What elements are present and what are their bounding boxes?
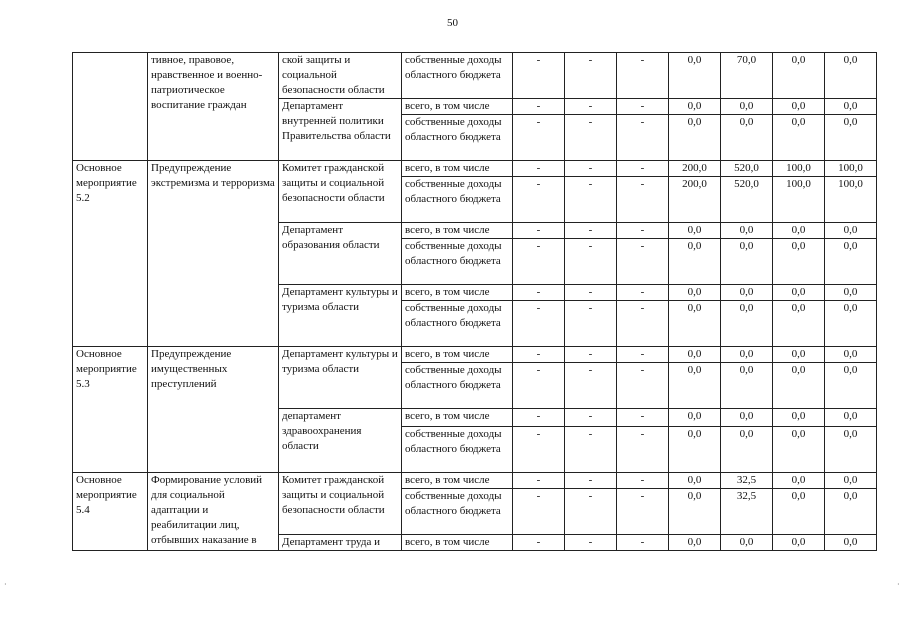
- value-cell: -: [617, 161, 669, 177]
- value-cell: -: [617, 239, 669, 285]
- value-cell: 0,0: [773, 239, 825, 285]
- value-cell: -: [513, 99, 565, 115]
- value-cell: -: [513, 301, 565, 347]
- event-cell: Основное мероприятие 5.3: [73, 347, 148, 473]
- value-cell: 520,0: [721, 177, 773, 223]
- value-cell: 0,0: [773, 535, 825, 551]
- value-cell: 0,0: [825, 301, 877, 347]
- value-cell: 32,5: [721, 489, 773, 535]
- value-cell: -: [513, 161, 565, 177]
- value-cell: -: [617, 427, 669, 473]
- value-cell: 0,0: [721, 301, 773, 347]
- value-cell: 32,5: [721, 473, 773, 489]
- value-cell: 0,0: [669, 285, 721, 301]
- value-cell: -: [617, 409, 669, 427]
- value-cell: 200,0: [669, 177, 721, 223]
- table-row: [73, 347, 877, 363]
- value-cell: -: [513, 239, 565, 285]
- source-cell: всего, в том числе: [402, 99, 513, 115]
- value-cell: -: [513, 115, 565, 161]
- value-cell: -: [513, 409, 565, 427]
- value-cell: -: [565, 427, 617, 473]
- value-cell: 0,0: [825, 427, 877, 473]
- value-cell: -: [513, 535, 565, 551]
- value-cell: 0,0: [825, 535, 877, 551]
- value-cell: -: [565, 489, 617, 535]
- value-cell: 0,0: [773, 223, 825, 239]
- value-cell: -: [565, 347, 617, 363]
- value-cell: 0,0: [773, 99, 825, 115]
- value-cell: 0,0: [721, 239, 773, 285]
- source-cell: всего, в том числе: [402, 535, 513, 551]
- scan-mark-right: ·: [897, 580, 900, 589]
- value-cell: 0,0: [721, 347, 773, 363]
- source-cell: всего, в том числе: [402, 161, 513, 177]
- executor-cell: департамент здравоохранения области: [279, 409, 402, 473]
- executor-cell: Департамент культуры и туризма области: [279, 347, 402, 409]
- value-cell: -: [513, 363, 565, 409]
- event-title-cell: Предупреждение имущественных преступлений: [148, 347, 279, 473]
- event-title-cell: тивное, правовое, нравственное и военно-патриотическое воспитание граждан: [148, 53, 279, 161]
- value-cell: -: [617, 285, 669, 301]
- budget-table: [72, 52, 877, 551]
- value-cell: -: [565, 239, 617, 285]
- value-cell: 0,0: [825, 409, 877, 427]
- value-cell: -: [565, 53, 617, 99]
- value-cell: 0,0: [773, 427, 825, 473]
- value-cell: 0,0: [669, 301, 721, 347]
- value-cell: 0,0: [773, 489, 825, 535]
- executor-cell: Департамент труда и: [279, 535, 402, 551]
- value-cell: -: [565, 409, 617, 427]
- value-cell: 0,0: [669, 473, 721, 489]
- value-cell: -: [617, 301, 669, 347]
- value-cell: -: [565, 99, 617, 115]
- source-cell: всего, в том числе: [402, 409, 513, 427]
- value-cell: -: [565, 285, 617, 301]
- scan-mark-left: ·: [4, 580, 7, 589]
- value-cell: -: [565, 535, 617, 551]
- value-cell: -: [513, 285, 565, 301]
- value-cell: 100,0: [773, 161, 825, 177]
- value-cell: 0,0: [825, 53, 877, 99]
- event-cell: [73, 53, 148, 161]
- source-cell: собственные доходы областного бюджета: [402, 489, 513, 535]
- value-cell: -: [617, 99, 669, 115]
- value-cell: 0,0: [669, 363, 721, 409]
- value-cell: -: [617, 53, 669, 99]
- value-cell: 0,0: [669, 489, 721, 535]
- executor-cell: Департамент образования области: [279, 223, 402, 285]
- source-cell: всего, в том числе: [402, 473, 513, 489]
- value-cell: 100,0: [773, 177, 825, 223]
- value-cell: -: [565, 301, 617, 347]
- page-number: 50: [447, 17, 458, 29]
- value-cell: 0,0: [773, 53, 825, 99]
- value-cell: 0,0: [669, 427, 721, 473]
- value-cell: 0,0: [773, 285, 825, 301]
- event-title-cell: Предупреждение экстремизма и терроризма: [148, 161, 279, 347]
- source-cell: собственные доходы областного бюджета: [402, 239, 513, 285]
- executor-cell: Департамент внутренней политики Правительства области: [279, 99, 402, 161]
- value-cell: -: [565, 161, 617, 177]
- value-cell: 0,0: [669, 223, 721, 239]
- value-cell: 0,0: [721, 223, 773, 239]
- value-cell: -: [565, 177, 617, 223]
- source-cell: всего, в том числе: [402, 347, 513, 363]
- table-row: [73, 473, 877, 489]
- value-cell: 0,0: [825, 223, 877, 239]
- event-cell: Основное мероприятие 5.4: [73, 473, 148, 551]
- executor-cell: Комитет гражданской защиты и социальной безопасности области: [279, 473, 402, 535]
- value-cell: 0,0: [721, 363, 773, 409]
- value-cell: 0,0: [669, 115, 721, 161]
- value-cell: 0,0: [721, 115, 773, 161]
- value-cell: -: [617, 347, 669, 363]
- value-cell: 0,0: [773, 115, 825, 161]
- value-cell: -: [565, 473, 617, 489]
- source-cell: всего, в том числе: [402, 223, 513, 239]
- event-title-cell: Формирование условий для социальной адаптации и реабилитации лиц, отбывших наказание в: [148, 473, 279, 551]
- value-cell: -: [617, 223, 669, 239]
- value-cell: -: [617, 473, 669, 489]
- value-cell: 0,0: [721, 99, 773, 115]
- value-cell: 0,0: [773, 347, 825, 363]
- source-cell: собственные доходы областного бюджета: [402, 427, 513, 473]
- value-cell: -: [617, 535, 669, 551]
- executor-cell: Комитет гражданской защиты и социальной безопасности области: [279, 161, 402, 223]
- value-cell: 0,0: [825, 473, 877, 489]
- value-cell: 0,0: [721, 409, 773, 427]
- value-cell: 0,0: [825, 285, 877, 301]
- source-cell: собственные доходы областного бюджета: [402, 115, 513, 161]
- value-cell: 0,0: [669, 347, 721, 363]
- value-cell: -: [513, 223, 565, 239]
- value-cell: 100,0: [825, 177, 877, 223]
- value-cell: 0,0: [773, 363, 825, 409]
- value-cell: 200,0: [669, 161, 721, 177]
- table-row: [73, 53, 877, 99]
- value-cell: -: [513, 177, 565, 223]
- value-cell: 0,0: [825, 115, 877, 161]
- value-cell: -: [513, 347, 565, 363]
- value-cell: -: [617, 363, 669, 409]
- value-cell: 0,0: [669, 535, 721, 551]
- value-cell: 0,0: [669, 409, 721, 427]
- value-cell: 0,0: [825, 489, 877, 535]
- event-cell: Основное мероприятие 5.2: [73, 161, 148, 347]
- value-cell: 0,0: [721, 427, 773, 473]
- value-cell: -: [513, 473, 565, 489]
- value-cell: 0,0: [721, 285, 773, 301]
- executor-cell: Департамент культуры и туризма области: [279, 285, 402, 347]
- value-cell: 0,0: [825, 99, 877, 115]
- value-cell: -: [565, 115, 617, 161]
- value-cell: 0,0: [669, 239, 721, 285]
- source-cell: собственные доходы областного бюджета: [402, 363, 513, 409]
- executor-cell: ской защиты и социальной безопасности области: [279, 53, 402, 99]
- value-cell: -: [513, 53, 565, 99]
- value-cell: 0,0: [773, 409, 825, 427]
- value-cell: 0,0: [773, 473, 825, 489]
- table-row: [73, 161, 877, 177]
- value-cell: 0,0: [669, 53, 721, 99]
- source-cell: собственные доходы областного бюджета: [402, 301, 513, 347]
- value-cell: 520,0: [721, 161, 773, 177]
- value-cell: -: [513, 427, 565, 473]
- source-cell: собственные доходы областного бюджета: [402, 53, 513, 99]
- value-cell: 0,0: [721, 535, 773, 551]
- value-cell: 0,0: [825, 239, 877, 285]
- value-cell: -: [617, 177, 669, 223]
- value-cell: -: [513, 489, 565, 535]
- value-cell: -: [617, 489, 669, 535]
- value-cell: -: [565, 363, 617, 409]
- value-cell: -: [617, 115, 669, 161]
- value-cell: -: [565, 223, 617, 239]
- value-cell: 0,0: [825, 363, 877, 409]
- source-cell: собственные доходы областного бюджета: [402, 177, 513, 223]
- value-cell: 100,0: [825, 161, 877, 177]
- value-cell: 0,0: [773, 301, 825, 347]
- value-cell: 0,0: [825, 347, 877, 363]
- value-cell: 70,0: [721, 53, 773, 99]
- value-cell: 0,0: [669, 99, 721, 115]
- source-cell: всего, в том числе: [402, 285, 513, 301]
